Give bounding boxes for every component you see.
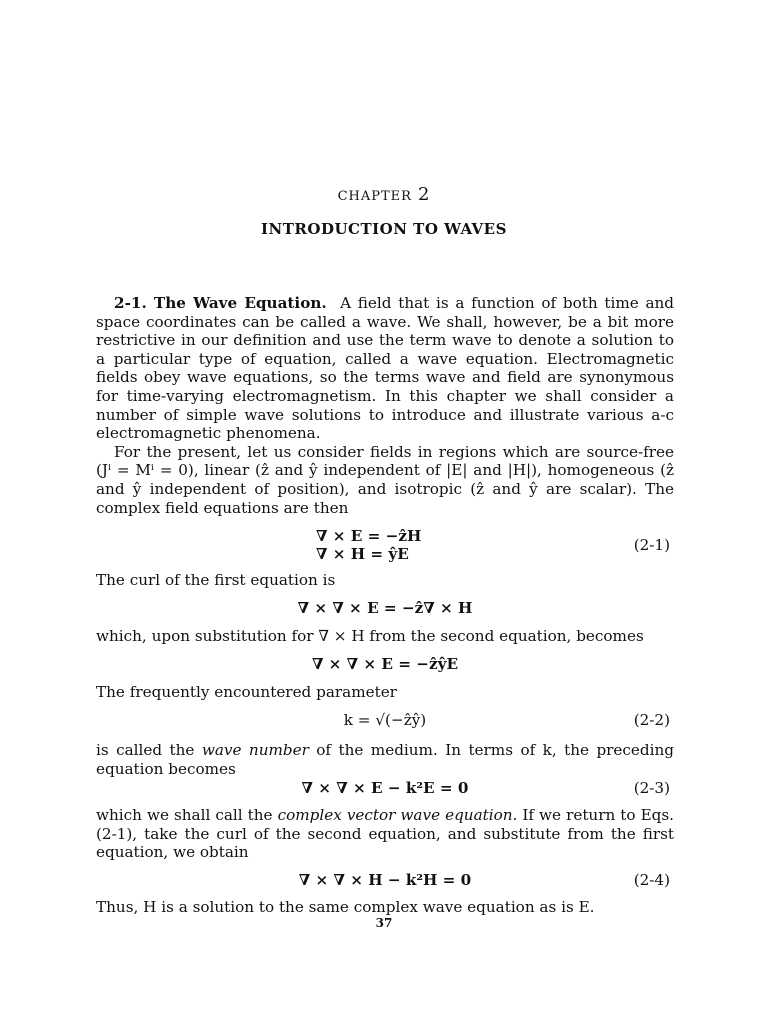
equation-2-1-number: (2-1) [633,536,670,554]
paragraph-1: A field that is a function of both time and space coordinates can be called a wave. We shall, however, be a bit more restrictive in our definition and use the term wave to denote a solution to a particular type of equation, called a wave equation. Electromagnetic fields obey wave equations, so the terms wave and field are synonymous for time-varying electromagnetism. In this chapter we shall consider a number of simple wave solutions to introduce and illustrate various a-c electromagnetic phenomena. [96,294,674,443]
text-vector-wave-post: If we return to Eqs. (2-1), take the curl of the second equation, and substitute from the first equation, we obtain [96,806,674,862]
text-wave-number [96,741,674,778]
equation-2-3 [96,778,674,798]
text-curl-intro: The curl of the first equation is [96,571,336,589]
equation-2-2-body: k = √(−ẑŷ) [343,711,427,729]
chapter-title: INTRODUCTION TO WAVES [261,220,507,238]
section-heading: 2-1. The Wave Equation. [114,294,327,312]
equation-curl-1 [96,598,674,618]
text-wave-number-post: of the medium. In terms of k, the preceding equation becomes [96,741,674,778]
page-number: 37 [375,916,393,930]
equation-2-2 [96,710,674,730]
paragraph-intro [96,294,674,517]
equation-curl-2-body: ∇ × ∇ × E = −ẑŷE [311,655,459,673]
paragraph-2: For the present, let us consider fields in regions which are source-free (Jⁱ = Mⁱ = 0), linear (ẑ and ŷ independent of |E| and |H|), homogeneous (ẑ and ŷ independent of position), and isotropic (ẑ and ŷ are scalar). The complex field equations are then [96,442,674,517]
term-complex-vector-wave-equation: complex vector wave equation. [277,806,518,824]
text-vector-wave [96,806,674,862]
text-vector-wave-pre: which we shall call the [96,806,278,824]
equation-2-1-line-2: ∇ × H = ŷE [316,545,409,563]
text-parameter: The frequently encountered parameter [96,683,397,701]
text-substitution: which, upon substitution for ∇ × H from the second equation, becomes [96,627,644,645]
equation-2-4 [96,870,674,890]
equation-2-4-number: (2-4) [633,871,670,889]
text-wave-number-pre: is called the [96,741,202,759]
text-conclusion: Thus, H is a solution to the same complex wave equation as is E. [96,898,595,916]
equation-2-1 [96,527,674,563]
equation-2-3-number: (2-3) [633,779,670,797]
chapter-number: 2 [417,184,431,205]
equation-2-2-number: (2-2) [633,711,670,729]
equation-2-3-body: ∇ × ∇ × E − k²E = 0 [301,779,469,797]
equation-2-1-line-1: ∇ × E = −ẑH [316,527,422,545]
equation-curl-1-body: ∇ × ∇ × E = −ẑ∇ × H [297,599,473,617]
term-wave-number: wave number [201,741,309,759]
chapter-label [0,184,768,205]
chapter-word: CHAPTER [337,189,412,204]
equation-2-4-body: ∇ × ∇ × H − k²H = 0 [298,871,472,889]
equation-curl-2 [96,654,674,674]
